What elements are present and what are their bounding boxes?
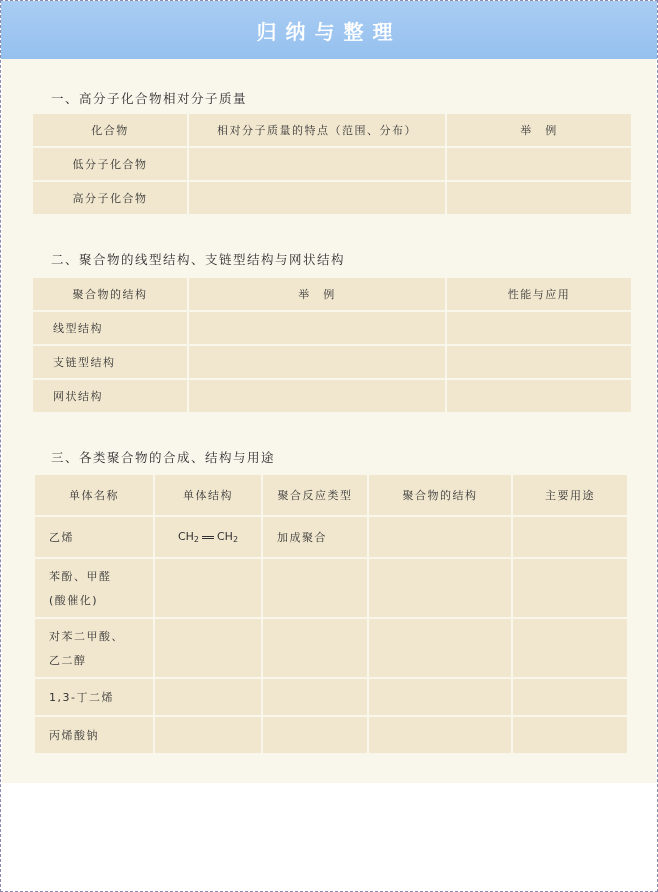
table-row (34, 678, 628, 716)
monomer-name: 1,3-丁二烯 (34, 678, 154, 716)
section-2-heading: 二、聚合物的线型结构、支链型结构与网状结构 (51, 252, 346, 267)
table-cell (262, 716, 368, 754)
table-header-row (32, 277, 632, 311)
col-header-compound: 化合物 (32, 113, 188, 147)
table-cell (154, 716, 262, 754)
table-molecular-mass (31, 112, 633, 216)
monomer-structure (154, 516, 262, 558)
table-cell (512, 516, 628, 558)
table-cell (512, 678, 628, 716)
formula-left: $CH_2$ (177, 530, 199, 544)
table-row (32, 345, 632, 379)
table-cell (446, 345, 632, 379)
table-row (34, 516, 628, 558)
table-cell (446, 379, 632, 413)
row-label: 高分子化合物 (32, 181, 188, 215)
table-cell (262, 558, 368, 618)
col-header-polymer-structure: 聚合物的结构 (368, 474, 512, 516)
table-cell (512, 558, 628, 618)
row-label: 线型结构 (32, 311, 188, 345)
col-header-monomer-name: 单体名称 (34, 474, 154, 516)
formula-right: $CH_2$ (217, 530, 239, 544)
col-header-reaction-type: 聚合反应类型 (262, 474, 368, 516)
col-header-structure: 聚合物的结构 (32, 277, 188, 311)
table-cell (262, 618, 368, 678)
table-cell (512, 716, 628, 754)
monomer-name: 丙烯酸钠 (34, 716, 154, 754)
section-3-heading: 三、各类聚合物的合成、结构与用途 (51, 450, 276, 465)
table-cell (188, 147, 446, 181)
table-cell (368, 678, 512, 716)
table-cell (446, 311, 632, 345)
table-polymer-synthesis (33, 473, 629, 755)
col-header-properties: 性能与应用 (446, 277, 632, 311)
double-bond-icon (202, 536, 214, 539)
monomer-name: 乙烯 (34, 516, 154, 558)
ethylene-formula (178, 530, 238, 544)
table-cell (154, 618, 262, 678)
row-label: 支链型结构 (32, 345, 188, 379)
table-cell (188, 311, 446, 345)
section-1-heading: 一、高分子化合物相对分子质量 (51, 91, 248, 106)
col-header-example: 举 例 (446, 113, 632, 147)
table-cell (154, 678, 262, 716)
table-cell (512, 618, 628, 678)
header-banner (1, 1, 657, 59)
table-cell (368, 516, 512, 558)
table-row (34, 716, 628, 754)
table-header-row (32, 113, 632, 147)
table-header-row (34, 474, 628, 516)
table-cell (368, 716, 512, 754)
row-label: 网状结构 (32, 379, 188, 413)
monomer-name: 苯酚、甲醛 (酸催化) (34, 558, 154, 618)
table-polymer-structure (31, 276, 633, 414)
table-row (32, 311, 632, 345)
table-cell (368, 618, 512, 678)
table-cell (188, 181, 446, 215)
col-header-mass-feature: 相对分子质量的特点（范围、分布） (188, 113, 446, 147)
col-header-monomer-structure: 单体结构 (154, 474, 262, 516)
table-row (32, 147, 632, 181)
col-header-main-use: 主要用途 (512, 474, 628, 516)
table-row (34, 558, 628, 618)
col-header-example: 举 例 (188, 277, 446, 311)
table-cell (154, 558, 262, 618)
table-cell (262, 678, 368, 716)
table-cell (188, 379, 446, 413)
table-row (32, 181, 632, 215)
table-cell (446, 181, 632, 215)
page-title: 归纳与整理 (256, 19, 402, 44)
row-label: 低分子化合物 (32, 147, 188, 181)
monomer-name: 对苯二甲酸、 乙二醇 (34, 618, 154, 678)
reaction-type: 加成聚合 (262, 516, 368, 558)
table-cell (188, 345, 446, 379)
table-row (34, 618, 628, 678)
table-row (32, 379, 632, 413)
table-cell (446, 147, 632, 181)
table-cell (368, 558, 512, 618)
